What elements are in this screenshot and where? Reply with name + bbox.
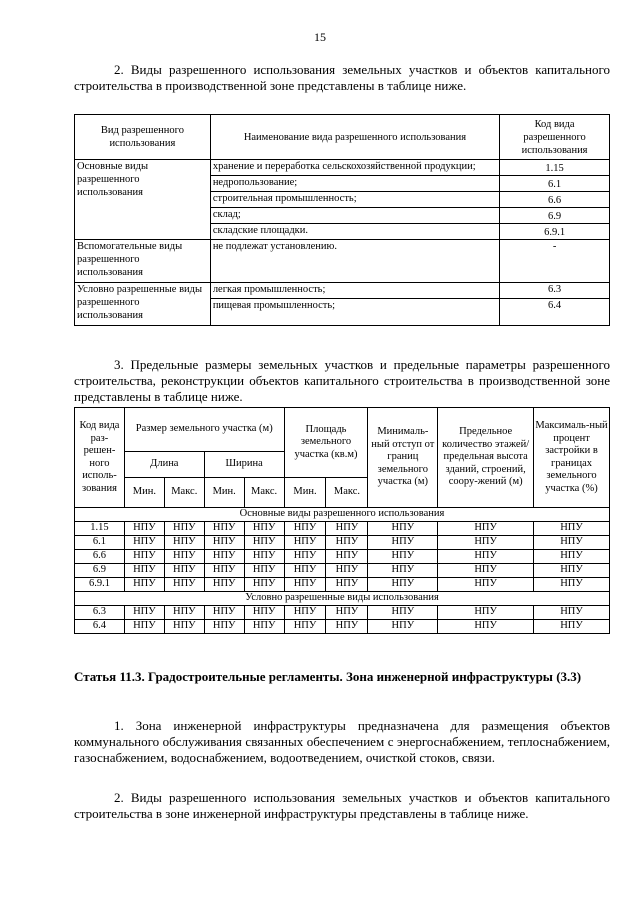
header-area-max: Макс. <box>326 478 368 508</box>
table-cell: НПУ <box>534 606 610 620</box>
use-code: 6.9.1 <box>500 224 610 240</box>
use-code: 6.3 <box>500 283 610 299</box>
group-label-main: Основные виды разрешенного использования <box>75 160 211 240</box>
table-cell: НПУ <box>244 522 284 536</box>
table-cell: НПУ <box>534 578 610 592</box>
header-area: Площадь земельного участка (кв.м) <box>284 408 368 478</box>
table-row <box>75 606 610 620</box>
table-cell: НПУ <box>244 536 284 550</box>
table-row <box>75 578 610 592</box>
section-row <box>75 508 610 522</box>
table-cell: НПУ <box>534 550 610 564</box>
table-cell: НПУ <box>244 564 284 578</box>
table-cell: НПУ <box>438 564 534 578</box>
table-row <box>75 620 610 634</box>
header-code: Код вида раз-решен-ного исполь-зования <box>75 408 125 508</box>
row-code: 6.6 <box>75 550 125 564</box>
table-cell: НПУ <box>124 564 164 578</box>
table-cell: НПУ <box>534 522 610 536</box>
table-row <box>75 283 610 299</box>
table-cell: НПУ <box>244 550 284 564</box>
use-name: складские площадки. <box>210 224 499 240</box>
table-cell: НПУ <box>124 550 164 564</box>
header-size: Размер земельного участка (м) <box>124 408 284 452</box>
table-cell: НПУ <box>438 606 534 620</box>
table-cell: НПУ <box>204 620 244 634</box>
section-title: Условно разрешенные виды использования <box>75 592 610 606</box>
table-cell: НПУ <box>438 550 534 564</box>
use-name: склад; <box>210 208 499 224</box>
table-cell: НПУ <box>284 564 326 578</box>
row-code: 6.9.1 <box>75 578 125 592</box>
header-width: Ширина <box>204 452 284 478</box>
table-row <box>75 564 610 578</box>
table-row <box>75 522 610 536</box>
table-cell: НПУ <box>326 564 368 578</box>
table-cell: НПУ <box>204 564 244 578</box>
use-code: 1.15 <box>500 160 610 176</box>
header-use-type: Вид разрешенного использования <box>75 115 211 160</box>
parameters-table <box>74 407 610 634</box>
header-coverage: Максималь-ный процент застройки в границах земельного участка (%) <box>534 408 610 508</box>
paragraph-land-use-types: 2. Виды разрешенного использования земельных участков и объектов капитального строительства в производственной зоне представлены в таблице ниже. <box>74 62 610 93</box>
use-name: строительная промышленность; <box>210 192 499 208</box>
use-code: 6.9 <box>500 208 610 224</box>
table-cell: НПУ <box>164 578 204 592</box>
table-cell: НПУ <box>164 522 204 536</box>
table-cell: НПУ <box>244 578 284 592</box>
table-cell: НПУ <box>204 536 244 550</box>
table-cell: НПУ <box>368 620 438 634</box>
table-cell: НПУ <box>284 606 326 620</box>
table-cell: НПУ <box>326 578 368 592</box>
section-row <box>75 592 610 606</box>
use-code: 6.4 <box>500 299 610 326</box>
table-cell: НПУ <box>284 620 326 634</box>
table-cell: НПУ <box>368 536 438 550</box>
use-name: недропользование; <box>210 176 499 192</box>
article-heading: Статья 11.3. Градостроительные регламенты. Зона инженерной инфраструктуры (3.3) <box>74 669 582 684</box>
header-use-name: Наименование вида разрешенного использования <box>210 115 499 160</box>
paragraph-limit-parameters: 3. Предельные размеры земельных участков и предельные параметры разрешенного строительства, реконструкции объектов капитального строительства в производственной зоне представлены в таблице ниже. <box>74 357 610 404</box>
table-cell: НПУ <box>284 522 326 536</box>
table-cell: НПУ <box>326 522 368 536</box>
table-cell: НПУ <box>368 578 438 592</box>
table-cell: НПУ <box>164 620 204 634</box>
header-width-max: Макс. <box>244 478 284 508</box>
page-number: 15 <box>314 30 326 44</box>
use-code: 6.1 <box>500 176 610 192</box>
paragraph-zone-use-types: 2. Виды разрешенного использования земельных участков и объектов капитального строительства в зоне инженерной инфраструктуры представлены в таблице ниже. <box>74 790 610 821</box>
row-code: 6.1 <box>75 536 125 550</box>
header-area-min: Мин. <box>284 478 326 508</box>
table-cell: НПУ <box>326 536 368 550</box>
table-cell: НПУ <box>368 550 438 564</box>
table-cell: НПУ <box>368 564 438 578</box>
table-cell: НПУ <box>204 606 244 620</box>
group-label-conditional: Условно разрешенные виды разрешенного использования <box>75 283 211 326</box>
table-cell: НПУ <box>368 522 438 536</box>
header-setback: Минималь-ный отступ от границ земельного участка (м) <box>368 408 438 508</box>
table-cell: НПУ <box>124 620 164 634</box>
table-cell: НПУ <box>534 564 610 578</box>
use-name: легкая промышленность; <box>210 283 499 299</box>
header-length: Длина <box>124 452 204 478</box>
table-cell: НПУ <box>244 606 284 620</box>
land-use-table-header <box>75 115 610 160</box>
table-cell: НПУ <box>204 550 244 564</box>
use-code: 6.6 <box>500 192 610 208</box>
table-cell: НПУ <box>164 536 204 550</box>
row-code: 6.9 <box>75 564 125 578</box>
table-row <box>75 240 610 283</box>
use-code: - <box>500 240 610 283</box>
group-label-auxiliary: Вспомогательные виды разрешенного использования <box>75 240 211 283</box>
table-cell: НПУ <box>124 578 164 592</box>
table-cell: НПУ <box>438 578 534 592</box>
use-name: пищевая промышленность; <box>210 299 499 326</box>
table-cell: НПУ <box>164 550 204 564</box>
table-cell: НПУ <box>534 620 610 634</box>
row-code: 6.3 <box>75 606 125 620</box>
table-cell: НПУ <box>284 536 326 550</box>
header-length-min: Мин. <box>124 478 164 508</box>
table-cell: НПУ <box>368 606 438 620</box>
table-cell: НПУ <box>438 522 534 536</box>
use-name: не подлежат установлению. <box>210 240 499 283</box>
table-cell: НПУ <box>326 620 368 634</box>
land-use-table <box>74 114 610 326</box>
table-cell: НПУ <box>534 536 610 550</box>
header-floors: Предельное количество этажей/ предельная высота зданий, строений, соору-жений (м) <box>438 408 534 508</box>
table-cell: НПУ <box>326 606 368 620</box>
table-cell: НПУ <box>438 536 534 550</box>
table-cell: НПУ <box>204 578 244 592</box>
paragraph-zone-purpose: 1. Зона инженерной инфраструктуры предназначена для размещения объектов коммунального обслуживания связанных обеспечением с энергоснабжением, теплоснабжением, газоснабжением, водоснабжением, водоотведением, очисткой стоков, связи. <box>74 718 610 765</box>
table-row <box>75 536 610 550</box>
row-code: 6.4 <box>75 620 125 634</box>
section-title: Основные виды разрешенного использования <box>75 508 610 522</box>
row-code: 1.15 <box>75 522 125 536</box>
table-cell: НПУ <box>124 536 164 550</box>
header-use-code: Код вида разрешенного использования <box>500 115 610 160</box>
table-row <box>75 550 610 564</box>
table-cell: НПУ <box>326 550 368 564</box>
header-length-max: Макс. <box>164 478 204 508</box>
header-width-min: Мин. <box>204 478 244 508</box>
table-cell: НПУ <box>284 550 326 564</box>
table-cell: НПУ <box>244 620 284 634</box>
table-cell: НПУ <box>164 564 204 578</box>
table-row <box>75 160 610 176</box>
table-cell: НПУ <box>164 606 204 620</box>
table-cell: НПУ <box>438 620 534 634</box>
table-cell: НПУ <box>124 606 164 620</box>
use-name: хранение и переработка сельскохозяйственной продукции; <box>210 160 499 176</box>
table-cell: НПУ <box>284 578 326 592</box>
table-cell: НПУ <box>204 522 244 536</box>
table-cell: НПУ <box>124 522 164 536</box>
